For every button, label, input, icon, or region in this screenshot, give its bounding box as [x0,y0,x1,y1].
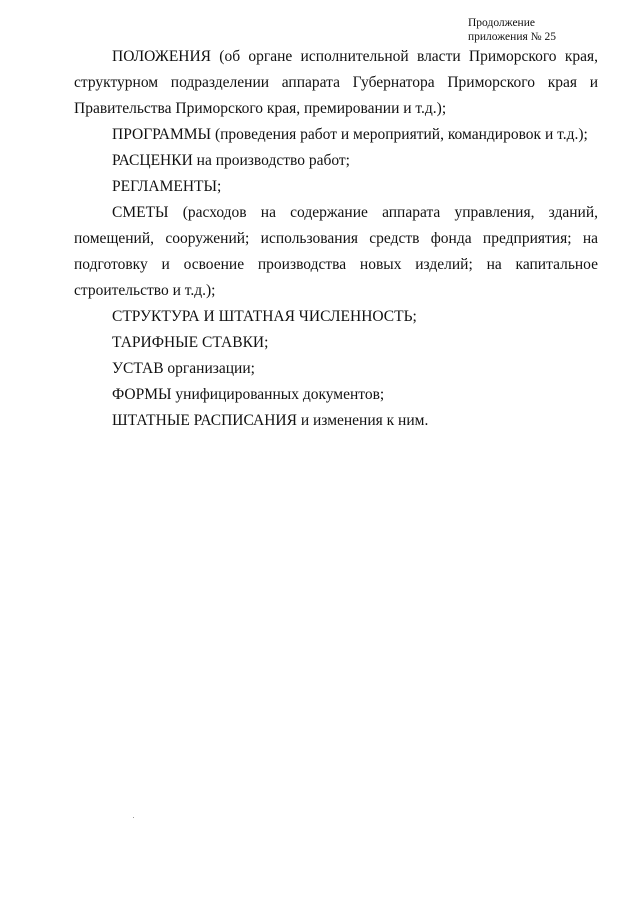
appendix-number: приложения № 25 [468,31,556,43]
paragraph-shtatnye-raspisaniya: ШТАТНЫЕ РАСПИСАНИЯ и изменения к ним. [112,412,429,429]
paragraph-programmy: ПРОГРАММЫ (проведения работ и мероприятий, командировок и т.д.); [112,126,588,143]
paragraph-struktura: СТРУКТУРА И ШТАТНАЯ ЧИСЛЕННОСТЬ; [112,308,417,325]
appendix-continuation-note [468,16,588,44]
paragraph-formy: ФОРМЫ унифицированных документов; [112,386,385,403]
paragraph-ustav: УСТАВ организации; [112,360,255,377]
paragraph-polozheniya: ПОЛОЖЕНИЯ (об органе исполнительной власти Приморского края, структурном подразделении аппарата Губернатора Приморского края и Правительства Приморского края, премировании и т.д.); [74,48,598,117]
paragraph-reglamenty: РЕГЛАМЕНТЫ; [112,178,222,195]
paragraph-smety: СМЕТЫ (расходов на содержание аппарата управления, зданий, помещений, сооружений; использования средств фонда предприятия; на подготовку и освоение производства новых изделий; на капитальное строительство и т.д.); [74,204,598,299]
continuation-label: Продолжение [468,17,535,29]
document-body [74,44,598,434]
paragraph-rascenki: РАСЦЕНКИ на производство работ; [112,152,350,169]
scan-speck [133,817,134,818]
paragraph-tarifnye-stavki: ТАРИФНЫЕ СТАВКИ; [112,334,269,351]
